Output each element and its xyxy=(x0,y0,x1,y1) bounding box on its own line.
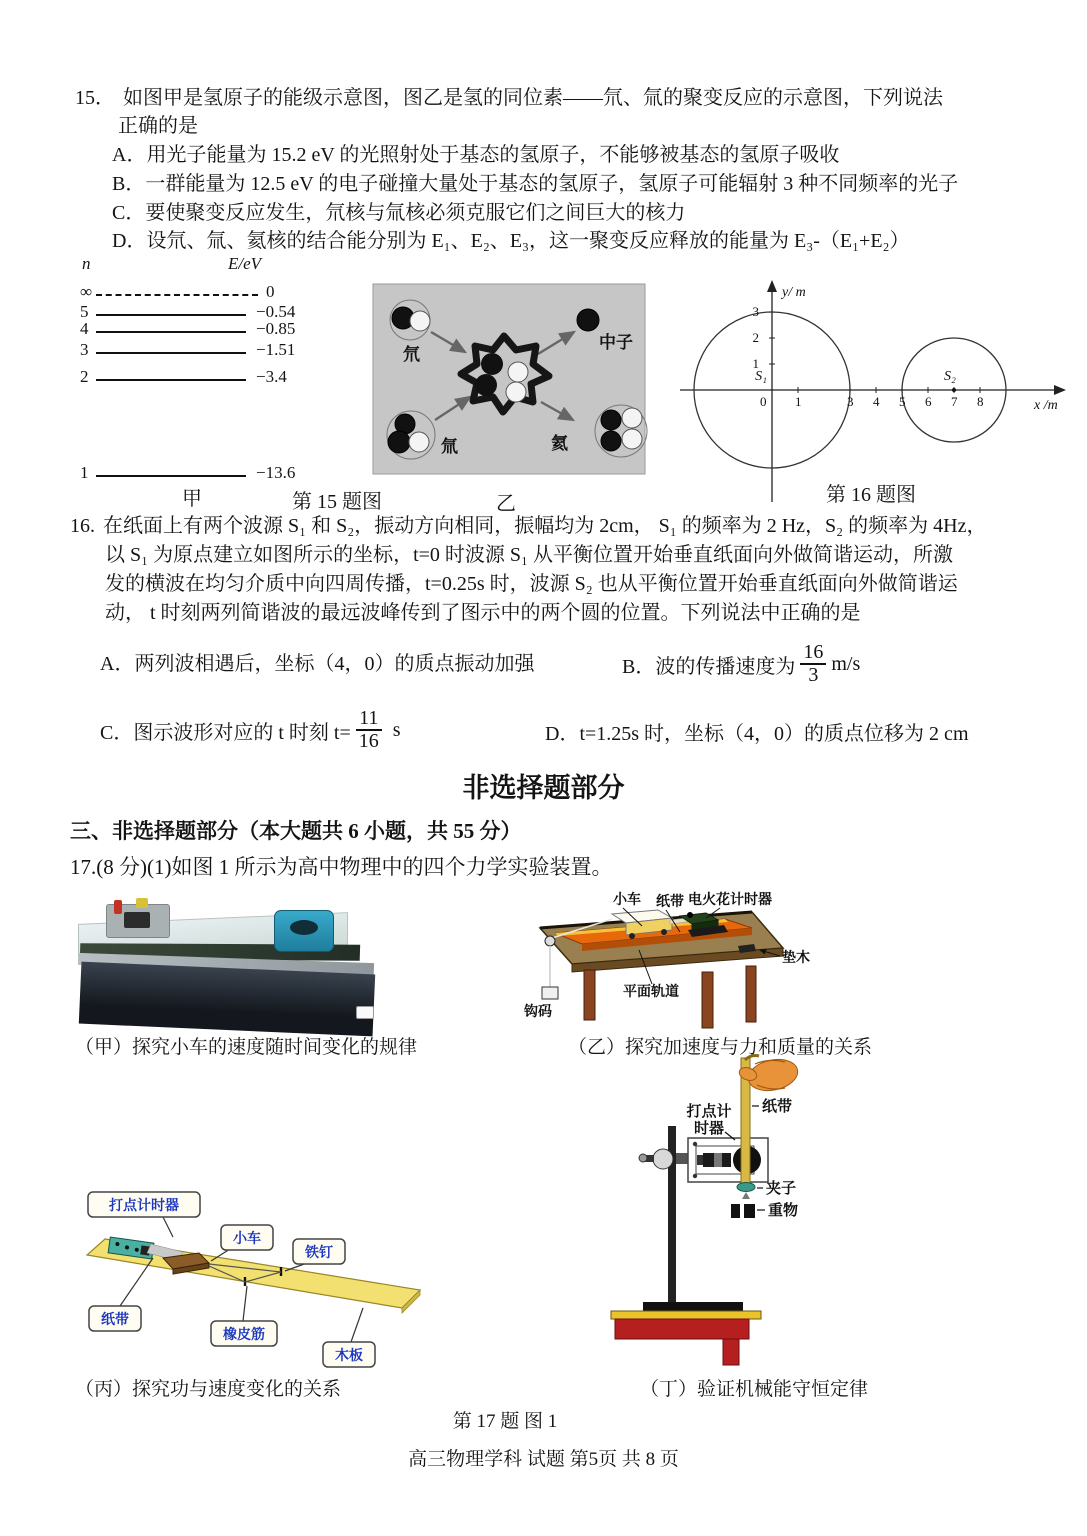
energy-level-diagram xyxy=(78,254,408,486)
figure-yi-label: 乙 xyxy=(496,493,516,515)
q15-stem-line-1: 15． 如图甲是氢原子的能级示意图，图乙是氢的同位素——氘、氚的聚变反应的示意图，下列说法 xyxy=(75,87,943,109)
experiment-ding-figure xyxy=(575,1052,975,1370)
q15-stem-line-2: 正确的是 xyxy=(118,115,198,137)
y-tick: 2 xyxy=(752,330,759,345)
level-line xyxy=(96,294,258,296)
q16-stem-line-3: 发的横波在均匀介质中向四周传播，t=0.25s 时，波源 S₂ 也从平衡位置开始垂直纸面向外做简谐运 xyxy=(105,573,958,595)
x-tick: 5 xyxy=(899,394,906,409)
level-line xyxy=(96,314,246,316)
cart-label: 小车 xyxy=(233,1232,261,1247)
energy-level-2: 2 −3.4 xyxy=(80,367,287,386)
energy-axis-n: n xyxy=(82,254,91,273)
graph-axes xyxy=(680,286,1060,502)
nail-label: 铁钉 xyxy=(305,1246,333,1261)
energy-axis-e: E/eV xyxy=(228,254,262,273)
caption-bing: （丙）探究功与速度变化的关系 xyxy=(75,1379,342,1400)
part-title: 非选择题部分 xyxy=(462,773,625,803)
wood-block-label: 垫木 xyxy=(782,951,810,966)
blue-block-hole xyxy=(290,920,318,935)
tritium-label: 氚 xyxy=(441,437,458,456)
timer-label-line1: 打点计 xyxy=(686,1104,732,1120)
experiment-yi-figure xyxy=(520,888,820,1038)
board-label: 木板 xyxy=(335,1349,363,1364)
dot-timer xyxy=(688,1138,768,1182)
x-tick: 3 xyxy=(847,394,854,409)
caption-yi: （乙）探究加速度与力和质量的关系 xyxy=(568,1037,873,1058)
tape-label: 纸带 xyxy=(101,1313,129,1328)
x-tick: 6 xyxy=(925,394,932,409)
clip-label: 夹子 xyxy=(766,1181,797,1197)
x-tick: 4 xyxy=(873,394,880,409)
rubber-band-label: 橡皮筋 xyxy=(223,1328,265,1343)
q16-option-b: B．波的传播速度为 $\frac{16}{3}$ m/s xyxy=(622,641,861,686)
page-footer: 高三物理学科 试题 第5页 共 8 页 xyxy=(408,1449,679,1470)
experiment-bing-figure xyxy=(75,1182,495,1377)
q15-number: 15． xyxy=(75,87,115,109)
weights xyxy=(731,1204,755,1218)
timer-red-knob xyxy=(114,900,122,914)
fraction: $\frac{11}{16}$ xyxy=(356,708,382,752)
spark-timer-label: 电火花计时器 xyxy=(688,893,772,908)
weight-label: 重物 xyxy=(768,1203,799,1219)
track-label: 平面轨道 xyxy=(623,985,679,1000)
q15-option-b: B．一群能量为 12.5 eV 的电子碰撞大量处于基态的氢原子，氢原子可能辐射 3 种不同频率的光子 xyxy=(112,173,959,195)
y-axis-label: y/ m xyxy=(782,285,806,300)
y-tick: 1 xyxy=(752,356,759,371)
q16-option-c: C．图示波形对应的 t 时刻 t= $\frac{11}{16}$ s xyxy=(100,707,401,752)
neutron-ball xyxy=(577,309,599,331)
white-fragment xyxy=(356,1006,374,1019)
weights-label: 钩码 xyxy=(524,1005,552,1020)
q17-intro: 17.(8 分)(1)如图 1 所示为高中物理中的四个力学实验装置。 xyxy=(70,855,613,879)
level-line xyxy=(96,475,246,477)
energy-level-inf: ∞ 0 xyxy=(80,282,275,301)
caption-ding: （丁）验证机械能守恒定律 xyxy=(640,1379,869,1400)
tape-label: 纸带 xyxy=(762,1099,793,1115)
q16-number: 16. xyxy=(70,515,95,537)
helium-label: 氦 xyxy=(551,434,568,453)
part-heading: 三、非选择题部分（本大题共 6 小题，共 55 分） xyxy=(70,819,522,843)
q16-option-a: A．两列波相遇后，坐标（4，0）的质点振动加强 xyxy=(100,653,535,675)
caption-jia: （甲）探究小车的速度随时间变化的规律 xyxy=(75,1037,418,1058)
hook-weight xyxy=(542,987,558,999)
energy-level-4: 4 −0.85 xyxy=(80,319,296,338)
compound-nucleus xyxy=(461,336,549,412)
neutron-label: 中子 xyxy=(599,333,633,352)
source-s2-label: S₂ xyxy=(944,369,956,384)
q15-option-d: D．设氘、氚、氦核的结合能分别为 E₁、E₂、E₃，这一聚变反应释放的能量为 E₃-（E₁+E₂） xyxy=(112,230,910,252)
x-axis-arrow xyxy=(1054,385,1066,395)
table xyxy=(611,1311,761,1365)
tape-label: 纸带 xyxy=(656,895,684,910)
figure-17-caption: 第 17 题 图 1 xyxy=(452,1411,558,1432)
deuterium-label: 氘 xyxy=(403,345,420,364)
y-tick: 3 xyxy=(752,304,759,319)
q15-option-a: A．用光子能量为 15.2 eV 的光照射处于基态的氢原子，不能够被基态的氢原子吸收 xyxy=(112,144,840,166)
q16-stem-line-4: 动， t 时刻两列简谐波的最远波峰传到了图示中的两个圆的位置。下列说法中正确的是 xyxy=(105,602,861,624)
level-line xyxy=(96,331,246,333)
experiment-jia-photo xyxy=(78,898,378,1030)
source-s2-dot xyxy=(952,388,956,392)
clip xyxy=(737,1183,755,1200)
q16-stem-line-1: 16. 在纸面上有两个波源 S₁ 和 S₂，振动方向相同，振幅均为 2cm， S₁ 的频率为 2 Hz，S₂ 的频率为 4Hz， xyxy=(70,515,987,537)
clamp xyxy=(639,1149,692,1169)
timer-yellow-knob xyxy=(136,898,148,908)
timer-label-line2: 时器 xyxy=(693,1121,725,1137)
timer-window xyxy=(124,912,150,928)
cart-label: 小车 xyxy=(613,893,641,908)
fusion-diagram xyxy=(373,284,645,474)
energy-level-3: 3 −1.51 xyxy=(80,340,296,359)
tape-curl xyxy=(745,1056,759,1061)
figure-15-caption: 第 15 题图 xyxy=(292,491,382,513)
q16-stem-line-2: 以 S₁ 为原点建立如图所示的坐标，t=0 时波源 S₁ 从平衡位置开始垂直纸面向外做简谐运动，所激 xyxy=(105,544,954,566)
x-axis-label: x /m xyxy=(1034,398,1058,413)
x-tick: 7 xyxy=(951,394,958,409)
wave-graph xyxy=(672,272,1072,504)
energy-level-1: 1 −13.6 xyxy=(80,463,296,482)
level-line xyxy=(96,352,246,354)
q16-option-d: D．t=1.25s 时，坐标（4，0）的质点位移为 2 cm xyxy=(545,723,969,745)
level-line xyxy=(96,379,246,381)
q15-option-c: C．要使聚变反应发生，氘核与氚核必须克服它们之间巨大的核力 xyxy=(112,202,686,224)
timer-label: 打点计时器 xyxy=(109,1199,179,1214)
x-tick: 8 xyxy=(977,394,984,409)
figure-jia-label: 甲 xyxy=(182,488,202,510)
x-tick: 1 xyxy=(795,394,802,409)
origin-label: 0 xyxy=(760,394,767,409)
fraction: $\frac{16}{3}$ xyxy=(800,642,826,686)
y-axis-arrow xyxy=(767,280,777,292)
source-s1-label: S₁ xyxy=(755,369,767,384)
figure-16-caption: 第 16 题图 xyxy=(826,484,916,506)
dark-slab xyxy=(79,962,375,1037)
energy-level-5: 5 −0.54 xyxy=(80,302,296,321)
